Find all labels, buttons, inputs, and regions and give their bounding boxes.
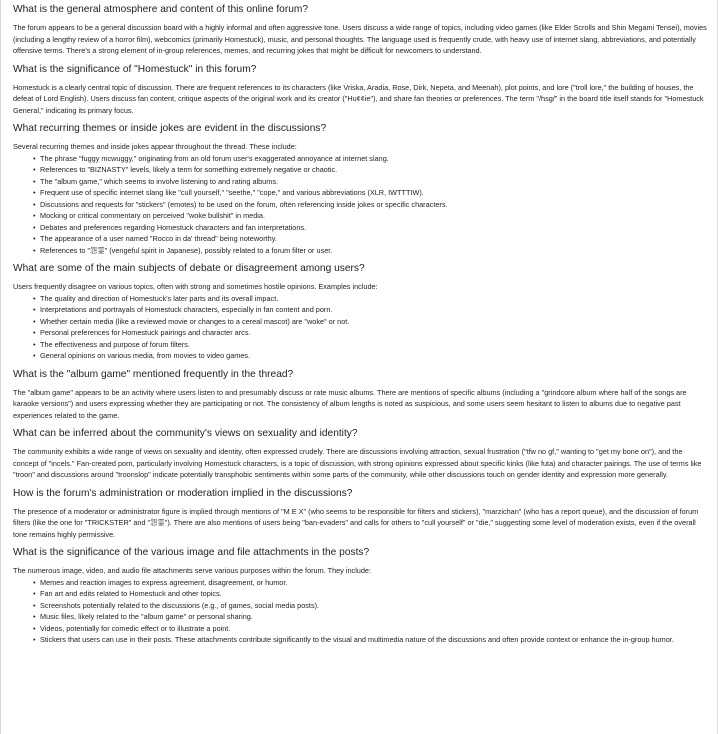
bullet-list (13, 153, 709, 257)
faq-question: What is the "album game" mentioned frequently in the thread? (13, 368, 294, 380)
faq-question: What can be inferred about the community's views on sexuality and identity? (13, 428, 358, 439)
list-item: • Music files, likely related to the "album game" or personal sharing. (33, 611, 709, 623)
faq-section-moderation (13, 487, 709, 541)
faq-question: What are some of the main subjects of debate or disagreement among users? (13, 263, 365, 274)
faq-question: What is the significance of the various image and file attachments in the posts? (13, 547, 370, 558)
list-item: • Stickers that users can use in their posts. These attachments contribute significantly to the visual and multimedia nature of the discussions and often provide context or enhance the in-group humor. (33, 634, 709, 646)
list-item: • Interpretations and portrayals of Homestuck characters, especially in fan content and porn. (33, 304, 709, 316)
list-item: • The effectiveness and purpose of forum filters. (33, 339, 709, 351)
list-item: • References to "怨霊" (vengeful spirit in Japanese), possibly related to a forum filter or user. (33, 245, 709, 257)
list-item: • Videos, potentially for comedic effect or to illustrate a point. (33, 623, 709, 635)
faq-intro: Several recurring themes and inside jokes appear throughout the thread. These include: (13, 142, 297, 151)
faq-section-inside-jokes (13, 122, 709, 256)
list-item: • Discussions and requests for "stickers" (emotes) to be used on the forum, often referencing inside jokes or specific characters. (33, 199, 709, 211)
faq-section-debates (13, 262, 709, 362)
faq-question: What is the significance of "Homestuck" in this forum? (13, 63, 257, 75)
list-item: • The quality and direction of Homestuck's later parts and its overall impact. (33, 293, 709, 305)
list-item: • The appearance of a user named "Rocco in da' thread" being noteworthy. (33, 233, 709, 245)
faq-answer: The community exhibits a wide range of views on sexuality and identity, often expressed crudely. There are discussions involving attraction, sexual frustration ("tfw no gf," wanting to "get my bone on"), and the concept of "incels." Fan-created porn, particularly involving Homestuck characters, is a topic of discussion, with strong opinions expressed about specific kinks (like futa) and character pairings. The use of terms like "troon" and discussions around "troonslop" indicate potentially transphobic sentiments within some parts of the community, while other discussions touch on gender identity and expression more generally. (13, 447, 702, 479)
faq-section-sexuality (13, 427, 709, 481)
list-item: • References to "BIZNASTY" levels, likely a term for something extremely negative or chaotic. (33, 164, 709, 176)
list-item: • Frequent use of specific internet slang like "cull yourself," "seethe," "cope," and various abbreviations (XLR, IWTTTIW). (33, 187, 709, 199)
list-item: • General opinions on various media, from movies to video games. (33, 350, 709, 362)
faq-section-attachments (13, 546, 709, 646)
list-item: • Debates and preferences regarding Homestuck characters and fan interpretations. (33, 222, 709, 234)
bullet-list (13, 577, 709, 646)
list-item: • Mocking or critical commentary on perceived "woke bullshit" in media. (33, 210, 709, 222)
list-item: • Personal preferences for Homestuck pairings and character arcs. (33, 327, 709, 339)
list-item: • The phrase "fuggy mcwuggy," originating from an old forum user's exaggerated annoyance at internet slang. (33, 153, 709, 165)
faq-answer: The presence of a moderator or administrator figure is implied through mentions of "M E X" (who seems to be responsible for filters and stickers), "marzichan" (who has a report queue), and the discussion of forum filters (like the one for "TRICKSTER" and "怨霊"). There are also mentions of users being "ban-evaders" and calls for others to "cull yourself" or "die," suggesting some level of moderation exists, even if the overall tone remains highly permissive. (13, 506, 699, 539)
faq-section-album-game (13, 368, 709, 422)
faq-answer: The "album game" appears to be an activity where users listen to and presumably discuss or rate music albums. There are mentions of specific albums (including a "grindcore album where half of the songs are karaoke versions") and users expressing whether they are participating or not. The consistency of album lengths is noted as suspicious, and some users seem hesitant to listen to albums due to negative past experiences related to the game. (13, 387, 687, 420)
list-item: • The "album game," which seems to involve listening to and rating albums. (33, 176, 709, 188)
faq-question: What recurring themes or inside jokes are evident in the discussions? (13, 123, 327, 134)
list-item: • Fan art and edits related to Homestuck and other topics. (33, 588, 709, 600)
faq-section-atmosphere (13, 3, 709, 57)
list-item: • Screenshots potentially related to the discussions (e.g., of games, social media posts). (33, 600, 709, 612)
faq-answer: The forum appears to be a general discussion board with a highly informal and often aggressive tone. Users discuss a wide range of topics, including video games (like Elder Scrolls and Shin Megami Tensei), movies (including a lengthy review of a horror film), webcomics (primarily Homestuck), music, and personal thoughts. The language used is frequently crude, with heavy use of internet slang, abbreviations, and potentially offensive terms. There's a strong element of in-group references, memes, and recurring jokes that might be difficult for newcomers to understand. (13, 23, 707, 55)
faq-intro: Users frequently disagree on various topics, often with strong and sometimes hostile opinions. Examples include: (13, 282, 378, 291)
bullet-list (13, 293, 709, 362)
faq-question: How is the forum's administration or moderation implied in the discussions? (13, 487, 353, 499)
list-item: • Whether certain media (like a reviewed movie or changes to a cereal mascot) are "woke" or not. (33, 316, 709, 328)
faq-answer: Homestuck is a clearly central topic of discussion. There are frequent references to its characters (like Vriska, Aradia, Rose, Dirk, Nepeta, and Meenah), plot points, and lore ("troll lore," the building of houses, the defeat of Lord English). Users discuss fan content, critique aspects of the original work and its creator ("Hu¢¢ie"), and share fan theories or preferences. The term "/hsg/" in the board title itself stands for "Homestuck General," indicating its primary focus. (13, 82, 704, 115)
faq-question: What is the general atmosphere and content of this online forum? (13, 4, 309, 15)
faq-section-homestuck (13, 63, 709, 117)
list-item: • Memes and reaction images to express agreement, disagreement, or humor. (33, 577, 709, 589)
faq-intro: The numerous image, video, and audio file attachments serve various purposes within the forum. They include: (13, 566, 372, 575)
